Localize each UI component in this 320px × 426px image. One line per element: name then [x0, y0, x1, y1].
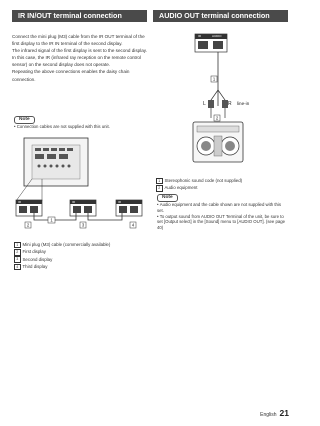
- legend-item: 2 Audio equipment: [156, 184, 286, 191]
- left-legend: [14, 241, 148, 271]
- note-item: • Audio equipment and the cable shown are not supplied with this set.: [157, 202, 282, 213]
- left-note-text: • Connection cables are not supplied with this unit.: [14, 124, 110, 129]
- right-note-badge: Note: [157, 194, 178, 202]
- paragraph: The infrared signal of the first display is sent to the second display.: [12, 48, 147, 54]
- svg-text:1: 1: [50, 217, 53, 223]
- footer-language: English: [260, 412, 277, 418]
- legend-item: 4 Third display: [14, 263, 148, 270]
- line-in-label: line-in: [237, 101, 250, 106]
- terminal-ir-label: IR: [198, 34, 201, 38]
- page-footer: [260, 408, 289, 418]
- right-legend: [156, 177, 286, 192]
- legend-item: 3 Second display: [14, 256, 148, 263]
- legend-item: 2 First display: [14, 248, 148, 255]
- terminal-ir-label: IR: [72, 200, 75, 204]
- svg-text:1: 1: [212, 76, 216, 82]
- paragraph: Connect the mini plug (M3) cable from the IR OUT terminal of the first display to the IR IN terminal of the second display.: [12, 34, 145, 47]
- legend-item: 1 Mini plug (M3) cable (commercially available): [14, 241, 148, 248]
- svg-text:3: 3: [81, 222, 85, 228]
- terminal-audio-label: AUDIO: [212, 34, 222, 38]
- left-channel-label: L: [203, 101, 206, 107]
- page-number: 21: [279, 408, 289, 418]
- paragraph: In this case, the IR (infrared ray reception on the remote control sensor) on the second display does not operate.: [12, 55, 141, 68]
- note-item: • To output sound from AUDIO OUT Terminal of the unit, be sure to set [Output select] in the [Sound] menu to [AUDIO OUT]. (see page 40): [157, 213, 286, 231]
- left-section-header: [12, 10, 147, 22]
- right-section-header: [153, 10, 288, 22]
- terminal-ir-label: IR: [18, 200, 21, 204]
- left-body-text: [12, 33, 147, 83]
- right-section-title: AUDIO OUT terminal connection: [159, 11, 270, 20]
- daisy-chain-diagram: [12, 136, 148, 238]
- left-section-title: IR IN/OUT terminal connection: [18, 11, 122, 20]
- svg-text:2: 2: [215, 115, 219, 121]
- svg-text:4: 4: [131, 222, 135, 228]
- paragraph: Repeating the above connections enables the daisy chain connection.: [12, 69, 130, 82]
- left-note-badge: Note: [14, 116, 35, 124]
- terminal-ir-label: IR: [118, 200, 121, 204]
- audio-equipment: [193, 122, 243, 162]
- right-channel-label: R: [228, 101, 232, 107]
- svg-text:2: 2: [26, 222, 30, 228]
- legend-item: 1 Stereophonic sound code (not supplied): [156, 177, 286, 184]
- note-item: Connection cables are not supplied with this unit.: [16, 124, 110, 129]
- right-note-text: [157, 202, 285, 231]
- audio-connection-diagram: [153, 28, 288, 168]
